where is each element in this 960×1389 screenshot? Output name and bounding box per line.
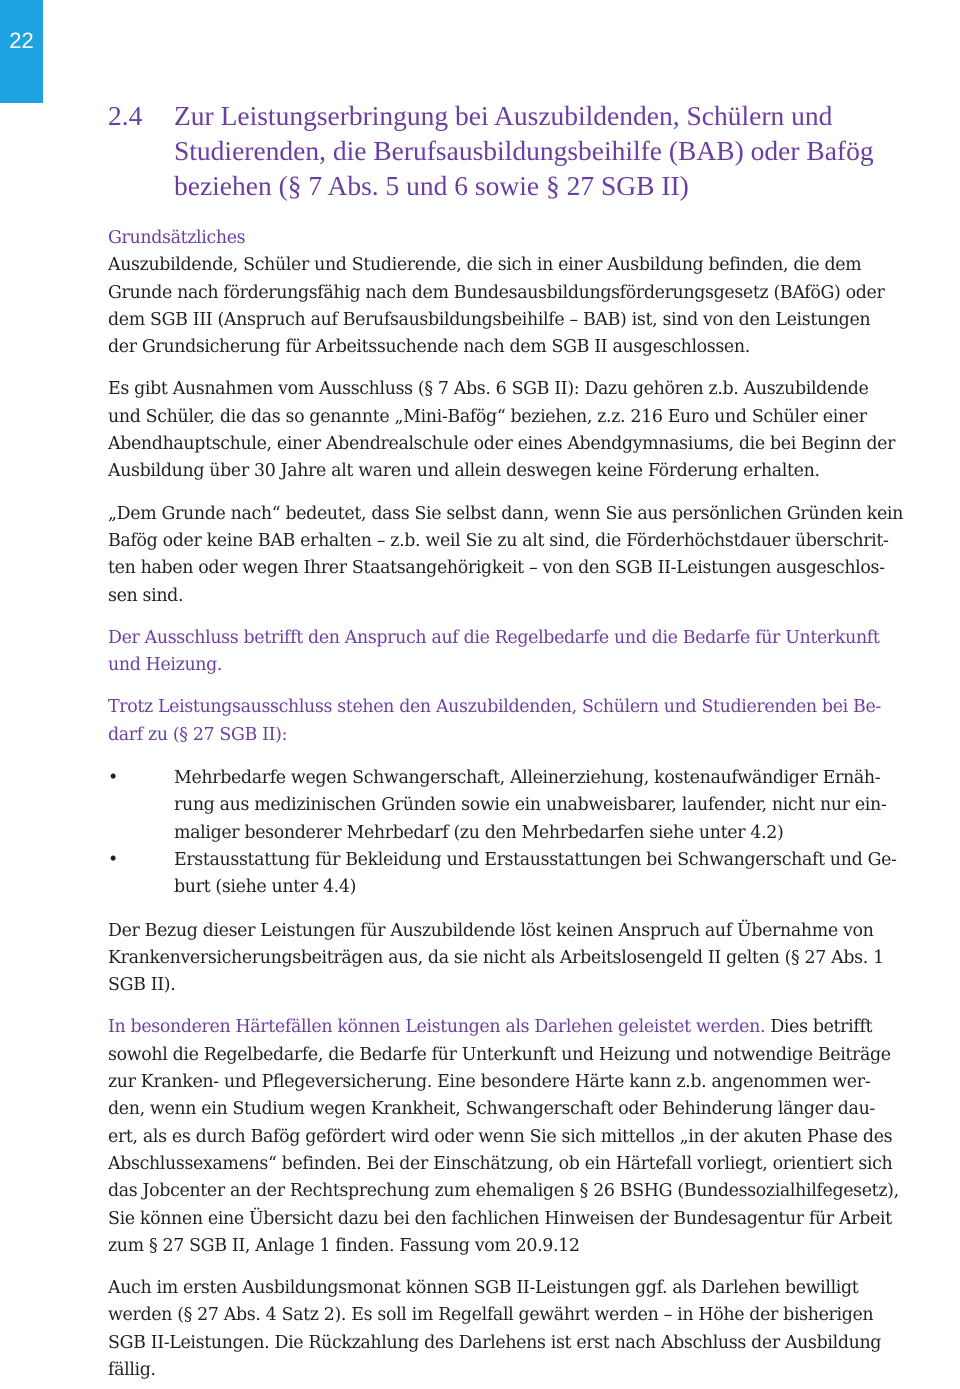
text-line: maliger besonderer Mehrbedarf (zu den Mehrbedarfen siehe unter 4.2) [174, 822, 784, 843]
page-number-tab [0, 0, 43, 103]
paragraph-krankenversicherung [108, 918, 954, 1000]
paragraph-exceptions [108, 376, 954, 485]
haertefaelle-highlight: In besonderen Härtefällen können Leistungen als Darlehen geleistet werden. [108, 1017, 766, 1038]
paragraph-ausschluss-highlight [108, 625, 954, 680]
section-title-line: Studierenden, die Berufsausbildungsbeihilfe (BAB) oder Bafög [174, 135, 874, 166]
text-line: Auszubildende, Schüler und Studierende, die sich in einer Ausbildung befinden, die dem [108, 255, 862, 276]
text-line: Der Ausschluss betrifft den Anspruch auf die Regelbedarfe und die Bedarfe für Unterkunft [108, 627, 880, 648]
text-line: Mehrbedarfe wegen Schwangerschaft, Alleinerziehung, kostenaufwändiger Ernäh- [174, 768, 881, 789]
text-line: sen sind. [108, 585, 184, 606]
paragraph-trotz-ausschluss [108, 694, 954, 749]
text-line: zur Kranken- und Pflegeversicherung. Eine besondere Härte kann z.b. angenommen wer- [108, 1072, 871, 1093]
text-line: sowohl die Regelbedarfe, die Bedarfe für Unterkunft und Heizung und notwendige Beiträge [108, 1044, 891, 1065]
text-line: ten haben oder wegen Ihrer Staatsangehörigkeit – von den SGB II-Leistungen ausgeschlos- [108, 558, 885, 579]
text-line: Erstausstattung für Bekleidung und Erstausstattungen bei Schwangerschaft und Ge- [174, 849, 897, 870]
text-line: Bafög oder keine BAB erhalten – z.b. weil Sie zu alt sind, die Förderhöchstdauer überschrit- [108, 530, 889, 551]
text-line: Trotz Leistungsausschluss stehen den Auszubildenden, Schülern und Studierenden bei Be- [108, 697, 881, 718]
text-line: SGB II-Leistungen. Die Rückzahlung des Darlehens ist erst nach Abschluss der Ausbildung [108, 1332, 882, 1353]
paragraph-dem-grunde-nach [108, 501, 954, 610]
bullet-item-mehrbedarfe [108, 765, 954, 847]
text-line: Abendhauptschule, einer Abendrealschule oder eines Abendgymnasiums, die bei Beginn der [108, 434, 896, 455]
section-number: 2.4 [108, 100, 143, 131]
text-line: SGB II). [108, 975, 176, 996]
section-title-line: Zur Leistungserbringung bei Auszubildenden, Schülern und [174, 100, 833, 131]
text-line: rung aus medizinischen Gründen sowie ein unabweisbarer, laufender, nicht nur ein- [174, 795, 887, 816]
text-line: Es gibt Ausnahmen vom Ausschluss (§ 7 Abs. 6 SGB II): Dazu gehören z.b. Auszubildende [108, 379, 869, 400]
text-line: werden (§ 27 Abs. 4 Satz 2). Es soll im Regelfall gewährt werden – in Höhe der bisherigen [108, 1305, 874, 1326]
text-line: Sie können eine Übersicht dazu bei den fachlichen Hinweisen der Bundesagentur für Arbeit [108, 1208, 892, 1229]
text-line: Dies betrifft [765, 1017, 873, 1038]
text-line: fällig. [108, 1359, 156, 1380]
bullet-item-erstausstattung [108, 847, 954, 902]
text-line: und Heizung. [108, 655, 223, 676]
bullet-icon: • [108, 768, 118, 789]
text-line: Auch im ersten Ausbildungsmonat können SGB II-Leistungen ggf. als Darlehen bewilligt [108, 1278, 859, 1299]
text-line: dem SGB III (Anspruch auf Berufsausbildungsbeihilfe – BAB) ist, sind von den Leistungen [108, 309, 871, 330]
bullet-icon: • [108, 849, 118, 870]
text-line: das Jobcenter an der Rechtsprechung zum ehemaligen § 26 BSHG (Bundessozialhilfegesetz), [108, 1181, 899, 1202]
text-line: zum § 27 SGB II, Anlage 1 finden. Fassung vom 20.9.12 [108, 1235, 580, 1256]
text-line: Abschlussexamens“ befinden. Bei der Einschätzung, ob ein Härtefall vorliegt, orientiert sich [108, 1153, 893, 1174]
subheading-grundsaetzliches: Grundsätzliches [108, 228, 246, 248]
page-number: 22 [9, 28, 34, 53]
text-line: darf zu (§ 27 SGB II): [108, 724, 288, 745]
section-title [174, 98, 954, 203]
paragraph-exclusion [108, 252, 954, 361]
text-line: burt (siehe unter 4.4) [174, 877, 357, 898]
bullet-list [108, 765, 954, 901]
paragraph-erster-ausbildungsmonat [108, 1275, 954, 1384]
section-heading [108, 98, 954, 203]
text-line: den, wenn ein Studium wegen Krankheit, Schwangerschaft oder Behinderung länger dau- [108, 1099, 875, 1120]
text-line: der Grundsicherung für Arbeitssuchende nach dem SGB II ausgeschlossen. [108, 337, 750, 358]
text-line: Krankenversicherungsbeiträgen aus, da sie nicht als Arbeitslosengeld II gelten (§ 27 Abs. 1 [108, 947, 884, 968]
document-body [108, 98, 954, 1384]
section-title-line: beziehen (§ 7 Abs. 5 und 6 sowie § 27 SGB II) [174, 170, 689, 201]
text-line: „Dem Grunde nach“ bedeutet, dass Sie selbst dann, wenn Sie aus persönlichen Gründen kein [108, 503, 903, 524]
paragraph-haertefaelle [108, 1014, 954, 1260]
text-line: und Schüler, die das so genannte „Mini-Bafög“ beziehen, z.z. 216 Euro und Schüler einer [108, 406, 867, 427]
text-line: Ausbildung über 30 Jahre alt waren und allein deswegen keine Förderung erhalten. [108, 461, 820, 482]
text-line: Der Bezug dieser Leistungen für Auszubildende löst keinen Anspruch auf Übernahme von [108, 920, 874, 941]
text-line: ert, als es durch Bafög gefördert wird oder wenn Sie sich mittellos „in der akuten Phase des [108, 1126, 893, 1147]
text-line: Grunde nach förderungsfähig nach dem Bundesausbildungsförderungsgesetz (BAföG) oder [108, 282, 885, 303]
